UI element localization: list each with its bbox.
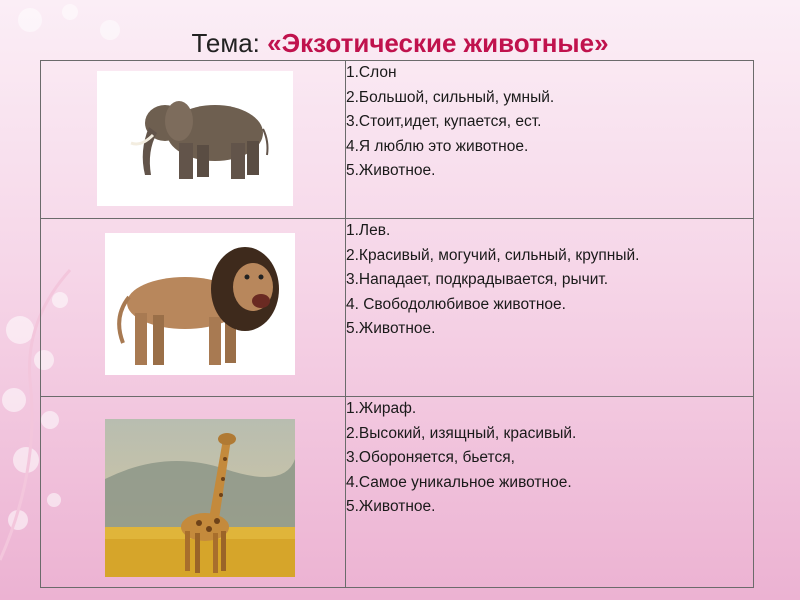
image-cell	[41, 219, 346, 397]
lion-image	[105, 233, 295, 375]
table-row-elephant	[41, 61, 754, 219]
page-title	[0, 28, 800, 59]
title-prefix: Тема:	[191, 28, 268, 58]
elephant-line-4: 4.Я люблю это животное.	[346, 137, 529, 155]
giraffe-image	[105, 419, 295, 577]
table-row-lion	[41, 219, 754, 397]
text-cell	[346, 61, 754, 219]
lion-line-3: 3.Нападает, подкрадывается, рычит.	[346, 271, 609, 288]
elephant-line-1: 1.Слон	[346, 64, 397, 81]
elephant-image	[97, 71, 293, 206]
text-cell	[346, 219, 754, 397]
title-topic: «Экзотические животные»	[267, 28, 609, 58]
image-cell	[41, 61, 346, 219]
giraffe-line-1: 1.Жираф.	[346, 400, 417, 417]
text-cell	[346, 397, 754, 588]
elephant-line-3: 3.Стоит,идет, купается, ест.	[346, 113, 542, 130]
lion-line-2: 2.Красивый, могучий, сильный, крупный.	[346, 246, 640, 264]
elephant-line-2: 2.Большой, сильный, умный.	[346, 88, 555, 106]
lion-line-1: 1.Лев.	[346, 222, 391, 239]
lion-line-4: 4. Свободолюбивое животное.	[346, 295, 566, 313]
table-row-giraffe	[41, 397, 754, 588]
lion-line-5: 5.Животное.	[346, 320, 436, 337]
image-cell	[41, 397, 346, 588]
giraffe-line-4: 4.Самое уникальное животное.	[346, 473, 572, 491]
giraffe-line-2: 2.Высокий, изящный, красивый.	[346, 424, 577, 442]
elephant-line-5: 5.Животное.	[346, 162, 436, 179]
giraffe-line-5: 5.Животное.	[346, 498, 436, 515]
giraffe-line-3: 3.Обороняется, бьется,	[346, 449, 515, 466]
animals-table	[40, 60, 754, 588]
